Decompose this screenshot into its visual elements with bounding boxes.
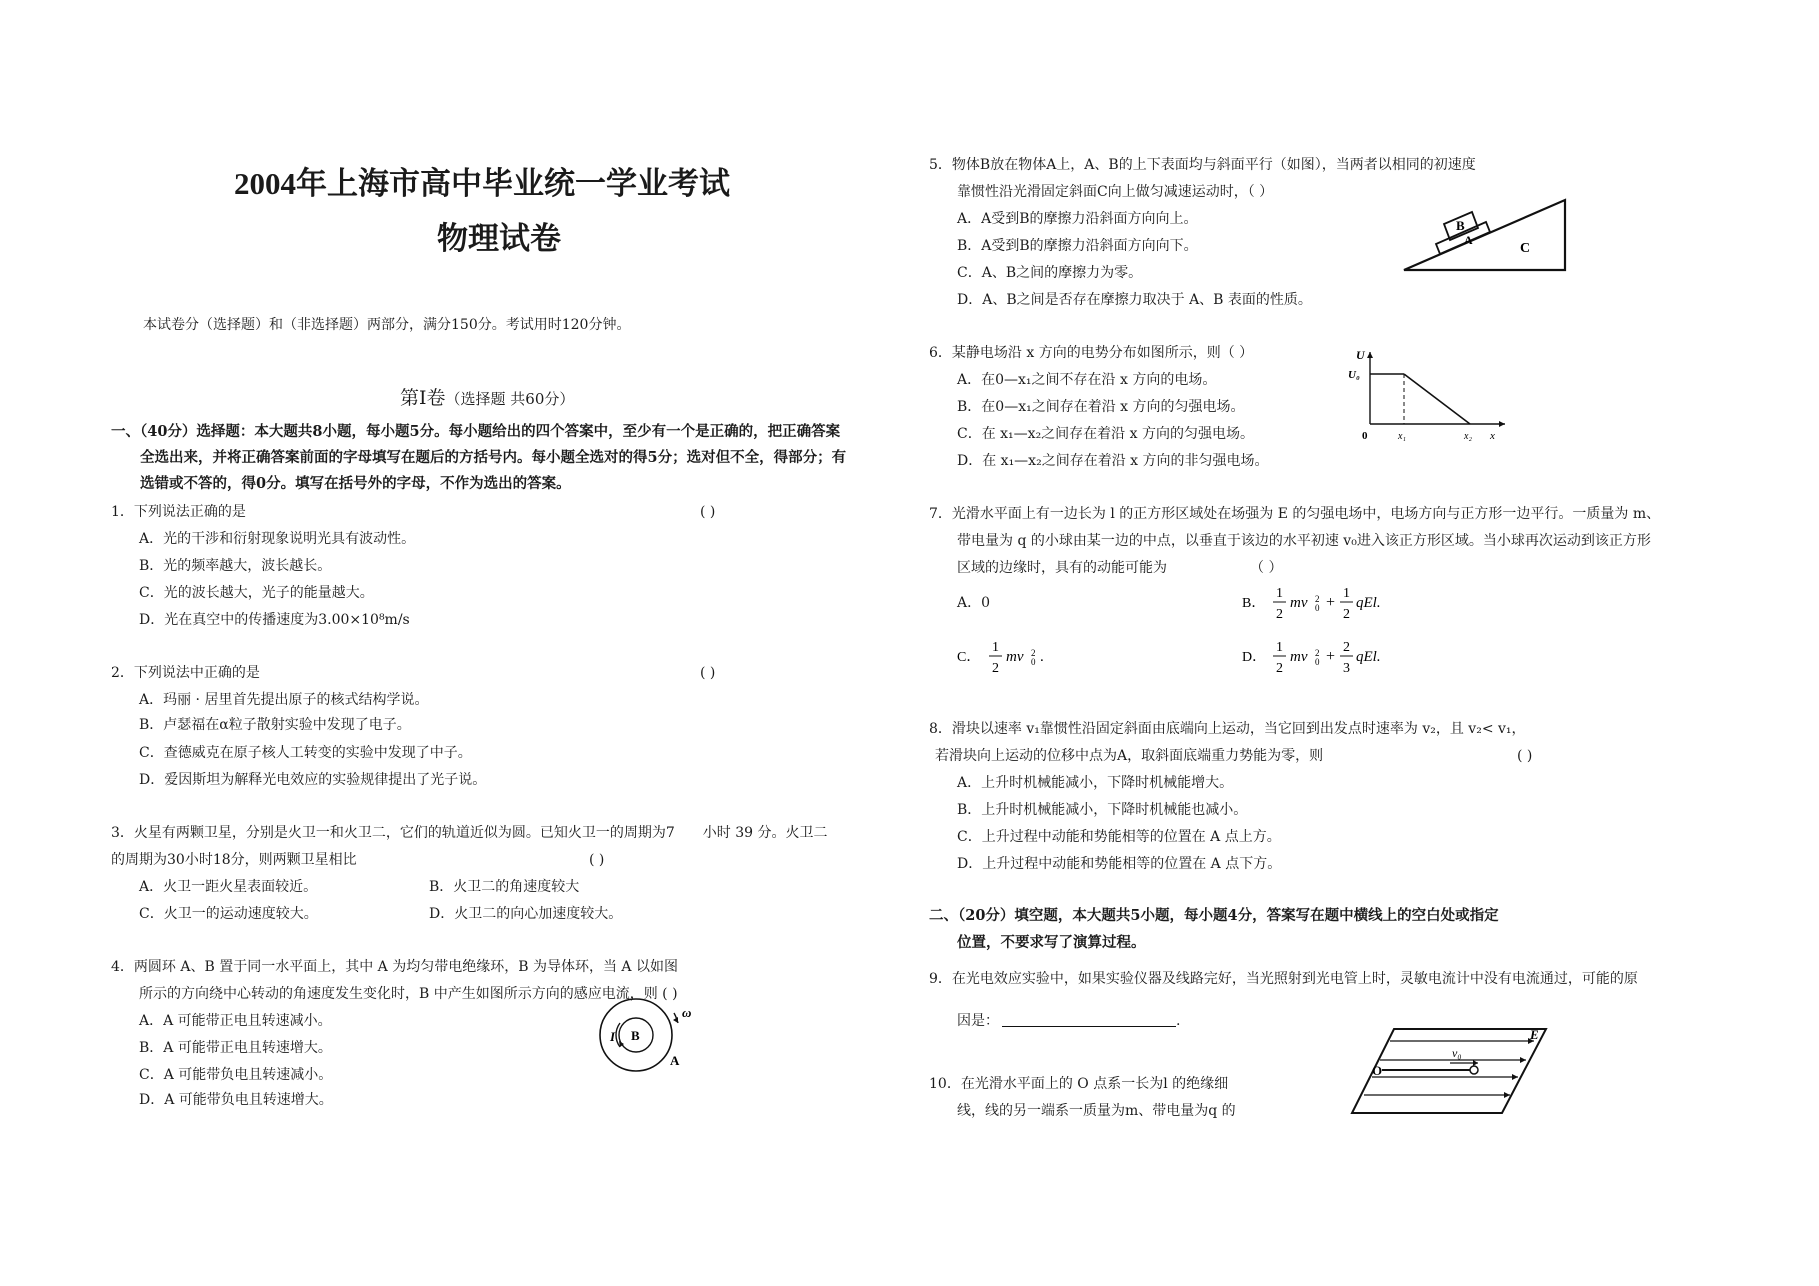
sub-0: 0 bbox=[1315, 657, 1320, 667]
v0-label: v₀ bbox=[1452, 1046, 1462, 1060]
mv-term: mv bbox=[1006, 649, 1024, 665]
q7-answer-blank: （ ） bbox=[1250, 560, 1283, 576]
q2-answer-blank: ( ) bbox=[700, 665, 716, 681]
q8-stem-line1: 8．滑块以速率 v₁靠惯性沿固定斜面由底端向上运动，当它回到出发点时速率为 v₂，且 v₂< v₁， bbox=[929, 721, 1526, 737]
q2-option-c: C．查德威克在原子核人工转变的实验中发现了中子。 bbox=[139, 745, 472, 761]
omega-label: ω bbox=[682, 1005, 692, 1020]
q3-stem-line1: 3．火星有两颗卫星，分别是火卫一和火卫二，它们的轨道近似为圆。已知火卫一的周期为7 小时 39 分。火卫二 bbox=[111, 825, 828, 841]
u0-label: U₀ bbox=[1348, 369, 1360, 381]
q1-option-a: A．光的干涉和衍射现象说明光具有波动性。 bbox=[139, 531, 416, 547]
frac-den: 2 bbox=[1343, 607, 1350, 622]
q3-stem-line2: 的周期为30小时18分，则两颗卫星相比 bbox=[111, 852, 357, 868]
q9-answer-end: . bbox=[1176, 1013, 1181, 1029]
section2-line1: 二、（20分）填空题，本大题共5小题，每小题4分，答案写在题中横线上的空白处或指定 bbox=[929, 907, 1499, 924]
sup-2: 2 bbox=[1031, 648, 1036, 658]
q6-option-d: D．在 x₁—x₂之间存在着沿 x 方向的非匀强电场。 bbox=[957, 453, 1269, 469]
sub-0: 0 bbox=[1315, 603, 1320, 613]
q4-ring-figure bbox=[590, 995, 700, 1075]
charged-ball bbox=[1470, 1066, 1478, 1074]
plus-sign: + bbox=[1326, 648, 1336, 665]
frac-den: 2 bbox=[1276, 661, 1283, 676]
frac-num: 1 bbox=[1276, 586, 1283, 601]
section2-line2: 位置，不要求写了演算过程。 bbox=[957, 934, 1146, 951]
q4-option-d: D．A 可能带负电且转速增大。 bbox=[139, 1092, 333, 1108]
period: . bbox=[1040, 649, 1044, 665]
frac-num: 1 bbox=[1276, 640, 1283, 655]
ring-b-label: B bbox=[631, 1028, 640, 1043]
block-a-label: A bbox=[1464, 233, 1473, 247]
frac-num: 2 bbox=[1343, 640, 1350, 655]
q3-option-c: C．火卫一的运动速度较大。 bbox=[139, 906, 318, 922]
q7-option-a: A．0 bbox=[957, 595, 991, 611]
q5-option-b: B．A受到B的摩擦力沿斜面方向向下。 bbox=[957, 238, 1198, 254]
q7-option-c bbox=[957, 634, 1057, 680]
y-axis-arrow bbox=[1367, 352, 1373, 358]
sup-2: 2 bbox=[1315, 594, 1320, 604]
block-b-label: B bbox=[1456, 218, 1465, 233]
velocity-arrowhead bbox=[1473, 1060, 1478, 1066]
q10-stem-line2: 线，线的另一端系一质量为m、带电量为q 的 bbox=[957, 1103, 1236, 1119]
q9-stem: 9．在光电效应实验中，如果实验仪器及线路完好，当光照射到光电管上时，灵敏电流计中没有电流通过，可能的原 bbox=[929, 971, 1638, 987]
q7-option-d bbox=[1242, 634, 1402, 680]
q5-option-d: D．A、B之间是否存在摩擦力取决于 A、B 表面的性质。 bbox=[957, 292, 1312, 308]
field-arrow bbox=[1504, 1092, 1510, 1098]
section1-line1: 一、（40分）选择题：本大题共8小题，每小题5分。每小题给出的四个答案中，至少有一个是正确的，把正确答案 bbox=[111, 423, 841, 440]
plus-sign: + bbox=[1326, 594, 1336, 611]
q1-option-c: C．光的波长越大，光子的能量越大。 bbox=[139, 585, 374, 601]
q7-option-c-label: C． bbox=[957, 650, 981, 665]
sub-0: 0 bbox=[1031, 657, 1036, 667]
q7-option-b bbox=[1242, 580, 1402, 626]
q3-option-b: B．火卫二的角速度较大 bbox=[429, 879, 580, 895]
q3-answer-blank: ( ) bbox=[589, 852, 605, 868]
q8-option-d: D．上升过程中动能和势能相等的位置在 A 点下方。 bbox=[957, 856, 1282, 872]
exam-title: 2004年上海市高中毕业统一学业考试 bbox=[234, 166, 730, 201]
frac-den: 2 bbox=[992, 661, 999, 676]
q6-option-b: B．在0—x₁之间存在着沿 x 方向的匀强电场。 bbox=[957, 399, 1245, 415]
omega-arrowhead bbox=[673, 1017, 678, 1023]
q2-option-a: A．玛丽 · 居里首先提出原子的核式结构学说。 bbox=[139, 692, 429, 708]
q7-option-d-label: D． bbox=[1242, 650, 1267, 665]
q9-answer-line[interactable] bbox=[1002, 1026, 1176, 1027]
volume-title: 第Ⅰ卷 bbox=[400, 387, 446, 409]
q10-stem-line1: 10．在光滑水平面上的 O 点系一长为l 的绝缘细 bbox=[929, 1076, 1229, 1092]
frac-num: 1 bbox=[992, 640, 999, 655]
q5-stem-line2: 靠惯性沿光滑固定斜面C向上做匀减速运动时，（ ） bbox=[957, 184, 1274, 200]
current-label: I bbox=[610, 1029, 616, 1044]
x-axis-label: x bbox=[1490, 430, 1495, 442]
potential-sloped-segment bbox=[1404, 374, 1470, 424]
q8-stem-line2: 若滑块向上运动的位移中点为A，取斜面底端重力势能为零，则 bbox=[935, 748, 1324, 764]
q1-option-d: D．光在真空中的传播速度为3.00×10⁸m/s bbox=[139, 612, 410, 628]
q7-option-b-label: B． bbox=[1242, 596, 1266, 611]
x1-label: x₁ bbox=[1398, 431, 1406, 442]
q8-option-b: B．上升时机械能减小，下降时机械能也减小。 bbox=[957, 802, 1248, 818]
q1-stem: 1．下列说法正确的是 bbox=[111, 504, 246, 520]
point-o-label: O bbox=[1372, 1063, 1383, 1078]
q4-option-a: A．A 可能带正电且转速减小。 bbox=[139, 1013, 332, 1029]
frac-den: 3 bbox=[1343, 661, 1350, 676]
field-arrow bbox=[1520, 1057, 1526, 1063]
q6-option-a: A．在0—x₁之间不存在沿 x 方向的电场。 bbox=[957, 372, 1217, 388]
q2-stem: 2．下列说法中正确的是 bbox=[111, 665, 260, 681]
q10-field-figure bbox=[1350, 1025, 1550, 1117]
q7-stem-line2: 带电量为 q 的小球由某一边的中点，以垂直于该边的水平初速 v₀进入该正方形区域。当小球再次运动到该正方形 bbox=[957, 533, 1651, 549]
section1-line3: 选错或不答的，得0分。填写在括号外的字母，不作为选出的答案。 bbox=[140, 475, 571, 492]
q4-option-b: B．A 可能带正电且转速增大。 bbox=[139, 1040, 332, 1056]
q8-option-a: A．上升时机械能减小，下降时机械能增大。 bbox=[957, 775, 1234, 791]
q5-incline-figure bbox=[1400, 190, 1570, 275]
exam-subtitle: 物理试卷 bbox=[437, 221, 561, 256]
sup-2: 2 bbox=[1315, 648, 1320, 658]
mv-term: mv bbox=[1290, 649, 1308, 665]
q5-stem-line1: 5．物体B放在物体A上，A、B的上下表面均与斜面平行（如图），当两者以相同的初速度 bbox=[929, 157, 1476, 173]
q2-option-b: B．卢瑟福在α粒子散射实验中发现了电子。 bbox=[139, 717, 411, 733]
q7-stem-line3: 区域的边缘时，具有的动能可能为 bbox=[957, 560, 1167, 576]
q5-option-c: C．A、B之间的摩擦力为零。 bbox=[957, 265, 1143, 281]
volume-subtitle: （选择题 共60分） bbox=[445, 390, 575, 408]
frac-den: 2 bbox=[1276, 607, 1283, 622]
incline-c-label: C bbox=[1520, 241, 1531, 256]
q6-potential-graph bbox=[1340, 344, 1510, 444]
q4-stem-line1: 4．两圆环 A、B 置于同一水平面上，其中 A 为均匀带电绝缘环，B 为导体环，当 A 以如图 bbox=[111, 959, 678, 975]
y-axis-label: U bbox=[1356, 348, 1365, 362]
frac-num: 1 bbox=[1343, 586, 1350, 601]
q6-stem: 6．某静电场沿 x 方向的电势分布如图所示，则（ ） bbox=[929, 345, 1254, 361]
q7-stem-line1: 7．光滑水平面上有一边长为 l 的正方形区域处在场强为 E 的匀强电场中，电场方向与正方形一边平行。一质量为 m、 bbox=[929, 506, 1661, 522]
q8-answer-blank: ( ) bbox=[1517, 748, 1533, 764]
qel-term: qEl. bbox=[1356, 595, 1381, 611]
q1-answer-blank: ( ) bbox=[700, 504, 716, 520]
q5-option-a: A．A受到B的摩擦力沿斜面方向向上。 bbox=[957, 211, 1198, 227]
q6-option-c: C．在 x₁—x₂之间存在着沿 x 方向的匀强电场。 bbox=[957, 426, 1254, 442]
q4-stem-line2: 所示的方向绕中心转动的角速度发生变化时，B 中产生如图所示方向的感应电流，则 ( ) bbox=[139, 986, 678, 1002]
origin-label: 0 bbox=[1362, 430, 1368, 442]
x-axis-arrow bbox=[1499, 421, 1505, 427]
q9-answer-label: 因是： bbox=[957, 1013, 999, 1029]
q4-option-c: C．A 可能带负电且转速减小。 bbox=[139, 1067, 333, 1083]
section1-line2: 全选出来，并将正确答案前面的字母填写在题后的方括号内。每小题全选对的得5分；选对但不全，得部分；有 bbox=[140, 449, 847, 466]
e-label: E bbox=[1530, 1027, 1539, 1042]
exam-intro: 本试卷分（选择题）和（非选择题）两部分，满分150分。考试用时120分钟。 bbox=[143, 317, 631, 333]
q2-option-d: D．爱因斯坦为解释光电效应的实验规律提出了光子说。 bbox=[139, 772, 487, 788]
q3-option-a: A．火卫一距火星表面较近。 bbox=[139, 879, 318, 895]
q1-option-b: B．光的频率越大，波长越长。 bbox=[139, 558, 332, 574]
x2-label: x₂ bbox=[1464, 431, 1472, 442]
field-arrow bbox=[1512, 1074, 1518, 1080]
q8-option-c: C．上升过程中动能和势能相等的位置在 A 点上方。 bbox=[957, 829, 1281, 845]
q3-option-d: D．火卫二的向心加速度较大。 bbox=[429, 906, 623, 922]
ring-a-label: A bbox=[670, 1053, 680, 1068]
volume-heading bbox=[400, 383, 574, 410]
mv-term: mv bbox=[1290, 595, 1308, 611]
qel-term: qEl. bbox=[1356, 649, 1381, 665]
